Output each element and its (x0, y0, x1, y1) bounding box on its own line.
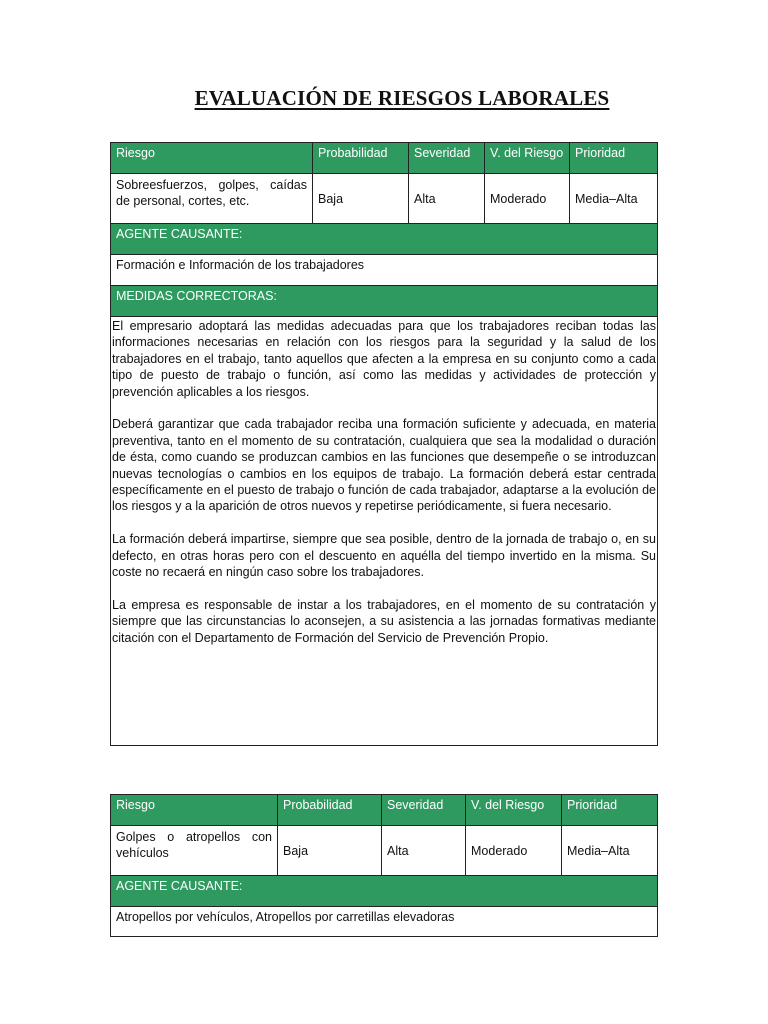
value-riesgo-text: Golpes o atropellos con vehículos (116, 830, 272, 860)
value-riesgo-text: Sobreesfuerzos, golpes, caídas de personal, cortes, etc. (116, 178, 307, 208)
value-riesgo (111, 174, 313, 223)
value-probabilidad: Baja (278, 826, 382, 875)
value-v-riesgo: Moderado (466, 826, 562, 875)
risk-table-2 (110, 794, 658, 937)
agente-causante-header: AGENTE CAUSANTE: (111, 876, 657, 907)
value-v-riesgo: Moderado (485, 174, 570, 223)
header-severidad: Severidad (382, 795, 466, 825)
value-riesgo (111, 826, 278, 875)
risk-table-1 (110, 142, 658, 746)
header-prioridad: Prioridad (567, 798, 618, 812)
header-severidad: Severidad (409, 143, 485, 173)
value-row (111, 826, 657, 876)
medidas-paragraph: El empresario adoptará las medidas adecuadas para que los trabajadores reciban todas las informaciones necesarias en relación con los riesgos para la seguridad y la salud de los trabajadores en el trabajo, tanto aquellos que afecten a la empresa en su conjunto como a cada tipo de puesto de trabajo o función, así como las medidas y actividades de protección y prevención aplicables a los riesgos. (112, 319, 656, 399)
header-row (111, 795, 657, 826)
header-row (111, 143, 657, 174)
document-title: EVALUACIÓN DE RIESGOS LABORALES (194, 86, 610, 110)
medidas-correctoras-body (111, 317, 657, 646)
header-v-riesgo: V. del Riesgo (485, 143, 570, 173)
value-prioridad: Media–Alta (567, 843, 630, 858)
header-probabilidad: Probabilidad (278, 795, 382, 825)
medidas-paragraph: Deberá garantizar que cada trabajador reciba una formación suficiente y adecuada, en materia preventiva, tanto en el momento de su contratación, cualquiera que sea la modalidad o duración de ésta, como cuando se produzcan cambios en las funciones que desempeñe o se introduzcan nuevas tecnologías o cambios en los equipos de trabajo. La formación deberá estar centrada específicamente en el puesto de trabajo o función de cada trabajador, adaptarse a la evolución de los riesgos y a la aparición de otros nuevos y repetirse periódicamente, si fuera necesario. (112, 417, 656, 514)
header-prioridad: Prioridad (575, 146, 626, 160)
agente-causante-value: Formación e Información de los trabajadores (111, 255, 657, 286)
header-v-riesgo: V. del Riesgo (466, 795, 562, 825)
value-prioridad: Media–Alta (575, 191, 638, 206)
agente-causante-value: Atropellos por vehículos, Atropellos por carretillas elevadoras (116, 910, 455, 924)
header-riesgo: Riesgo (111, 795, 278, 825)
medidas-paragraph: La empresa es responsable de instar a los trabajadores, en el momento de su contratación y siempre que las circunstancias lo aconsejen, a su asistencia a las jornadas formativas mediante citación con el Departamento de Formación del Servicio de Prevención Propio. (112, 597, 656, 645)
header-probabilidad: Probabilidad (313, 143, 409, 173)
medidas-paragraph: La formación deberá impartirse, siempre que sea posible, dentro de la jornada de trabajo o, en su defecto, en otras horas pero con el descuento en aquélla del tiempo invertido en la misma. Su coste no recaerá en ningún caso sobre los trabajadores. (112, 532, 656, 580)
value-severidad: Alta (382, 826, 466, 875)
value-probabilidad: Baja (313, 174, 409, 223)
header-riesgo: Riesgo (111, 143, 313, 173)
medidas-correctoras-header: MEDIDAS CORRECTORAS: (111, 286, 657, 317)
agente-causante-header: AGENTE CAUSANTE: (111, 224, 657, 255)
value-row (111, 174, 657, 224)
value-severidad: Alta (409, 174, 485, 223)
